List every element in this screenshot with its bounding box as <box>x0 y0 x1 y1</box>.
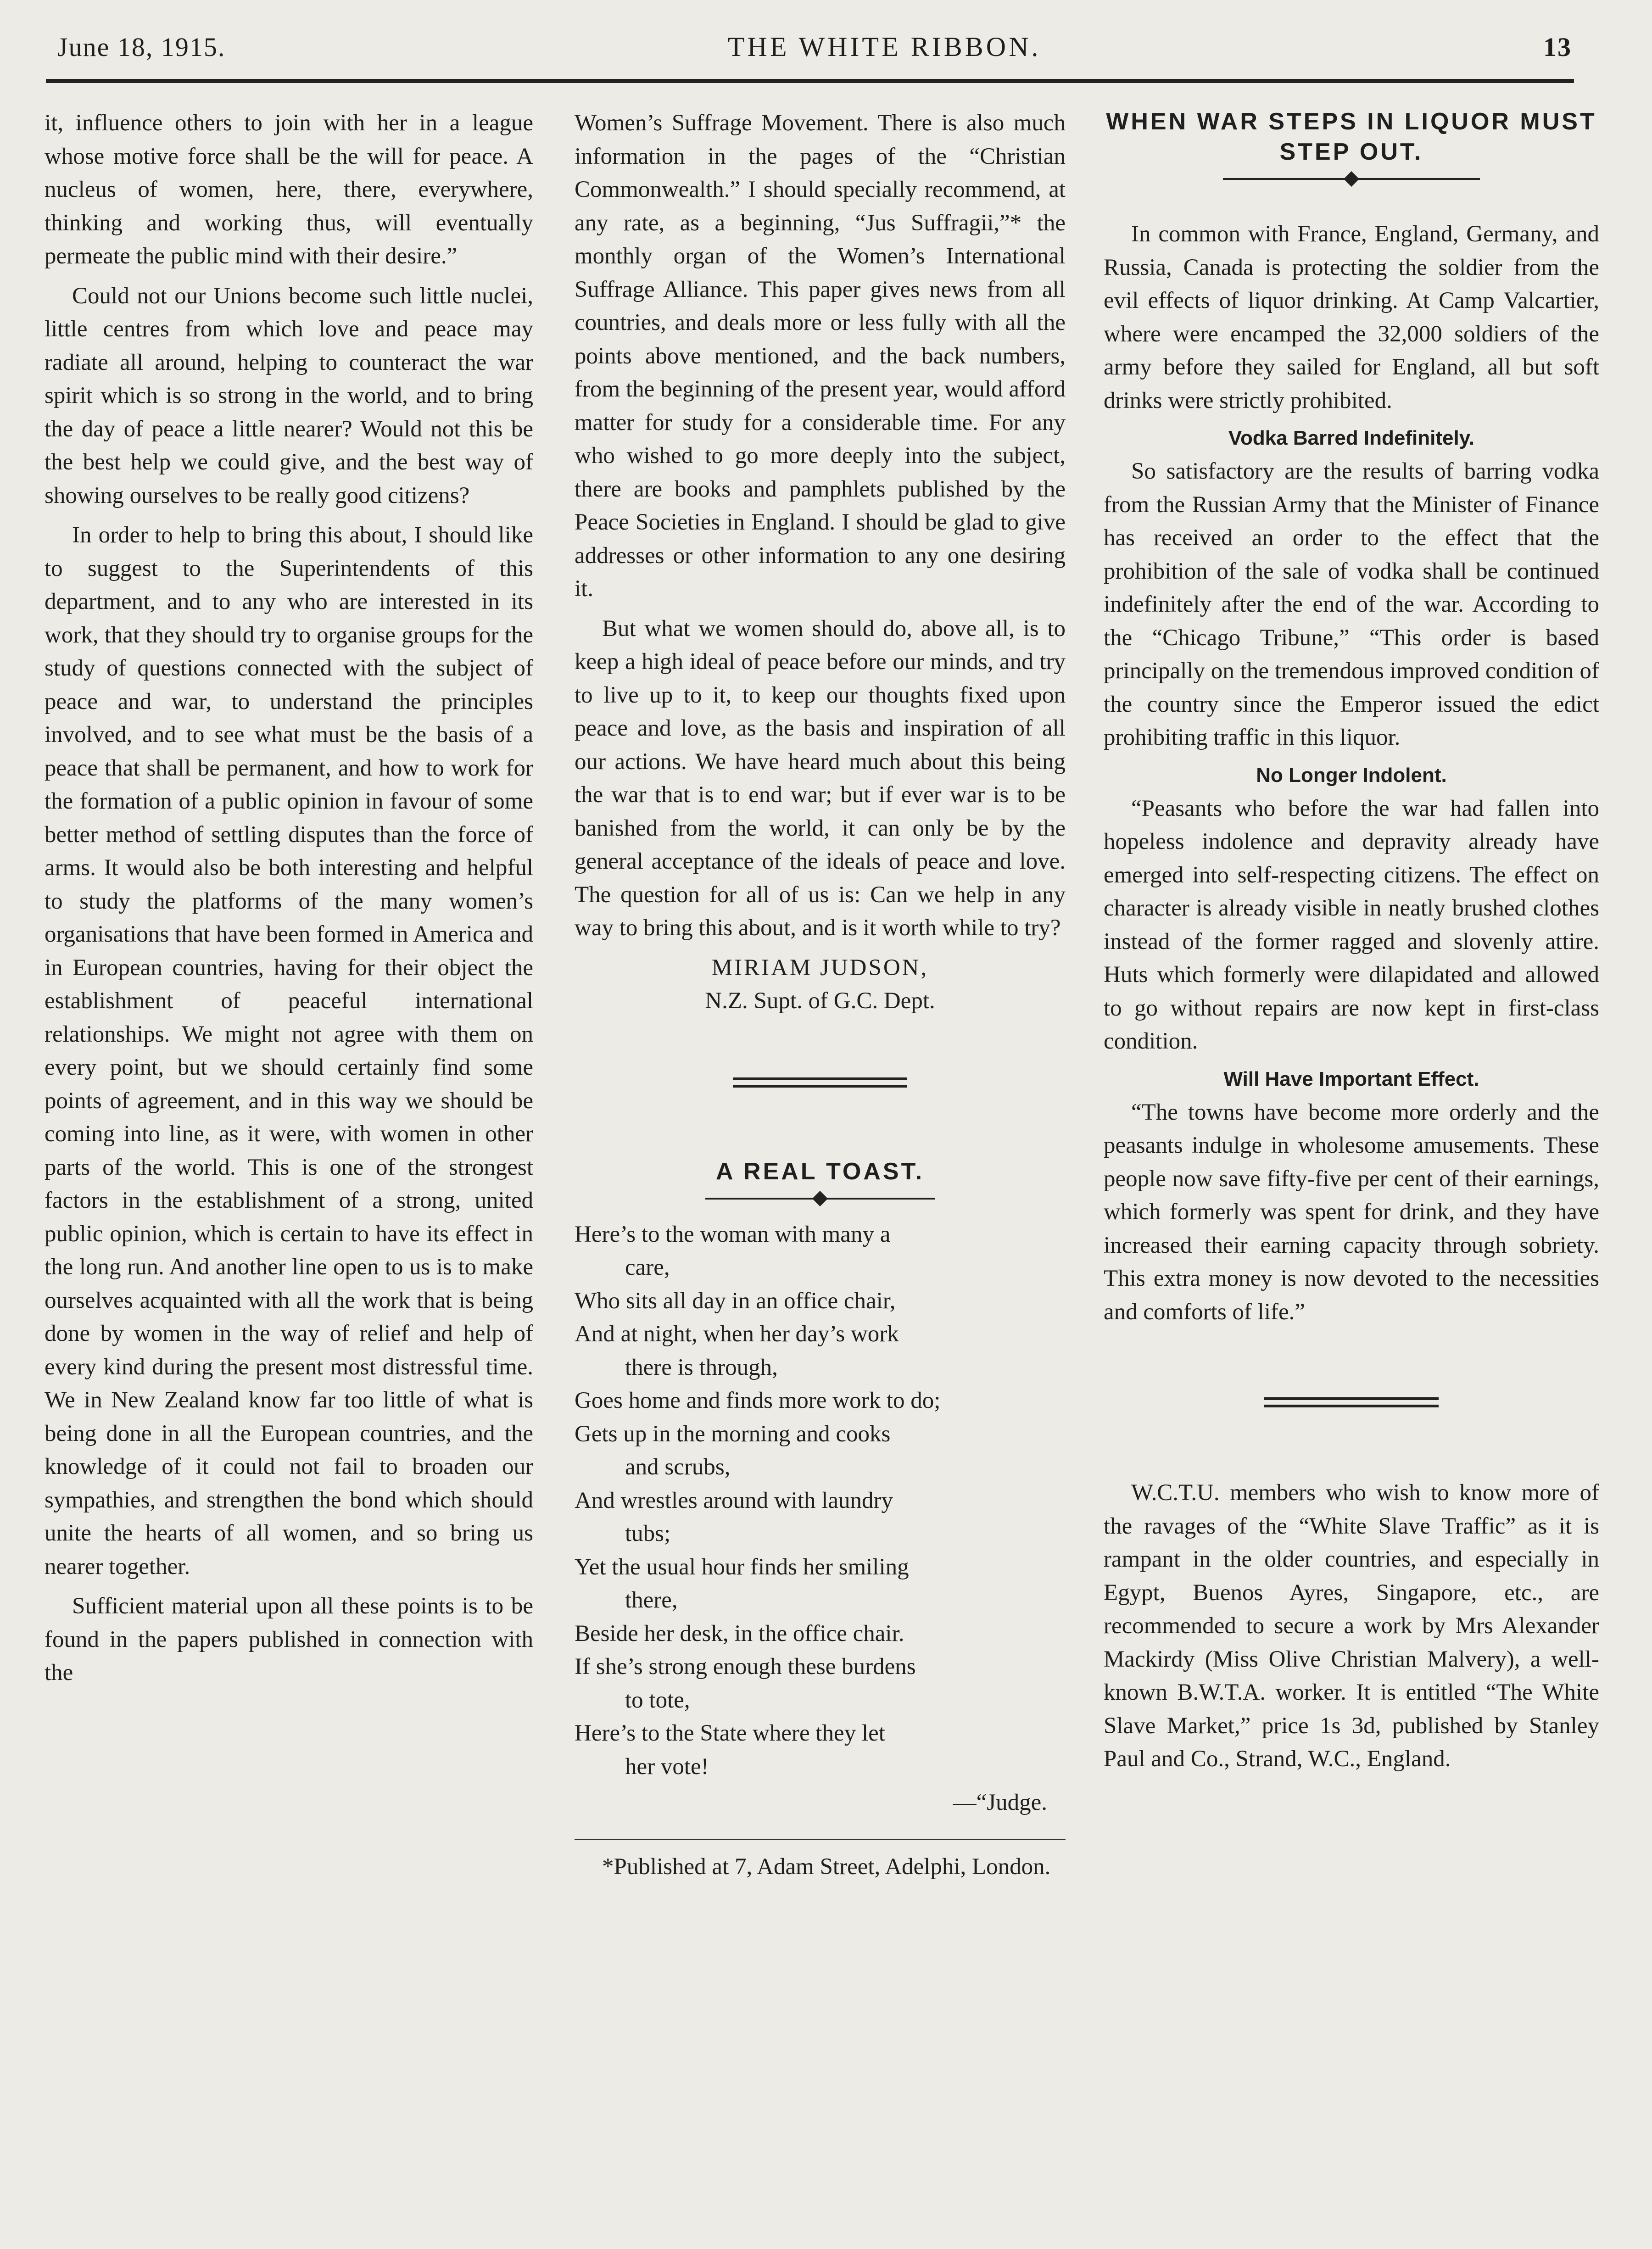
toast-ornament <box>705 1191 935 1205</box>
poem-line: Here’s to the woman with many a <box>575 1221 891 1247</box>
col1-paragraph-1: it, influence others to join with her in a league whose motive force shall be the will for peace. A nucleus of women, here, there, everywhere, thinking and working thus, will eventually permeate the public mind with their desire.” <box>45 110 533 269</box>
column-1 <box>45 106 533 1696</box>
col3-paragraph-5: W.C.T.U. members who wish to know more of the ravages of the “White Slave Traffic” as it is rampant in the older countries, and especially in Egypt, Buenos Ayres, Singapore, etc., are recommended to secure a work by Mrs Alexander Mackirdy (Miss Olive Christian Malvery), a well-known B.W.T.A. worker. It is entitled “The White Slave Market,” price 1s 3d, published by Stanley Paul and Co., Strand, W.C., England. <box>1104 1480 1599 1772</box>
poem-line: Yet the usual hour finds her smiling <box>575 1554 909 1580</box>
poem-line: And at night, when her day’s work <box>575 1321 899 1347</box>
col3-paragraph-2: So satisfactory are the results of barring vodka from the Russian Army that the Minister of Finance has received an order to the effect that the prohibition of the sale of vodka shall be continued indefinitely after the end of the war. According to the “Chicago Tribune,” “This order is based principally on the tremendous improved condition of the country since the Emperor issued the edict prohibiting traffic in this liquor. <box>1104 458 1599 750</box>
liquor-heading-ornament <box>1223 172 1480 185</box>
col2-paragraph-1: Women’s Suffrage Movement. There is also much information in the pages of the “Christian Commonwealth.” I should specially recommend, at any rate, as a beginning, “Jus Suffragii,”* the monthly organ of the Women’s International Suffrage Alliance. This paper gives news from all countries, and deals more or less fully with all the points above mentioned, and the back numbers, from the beginning of the present year, would afford matter for study for a considerable time. For any who wished to go more deeply into the subject, there are books and pamphlets published by the Peace Societies in England. I should be glad to give addresses or other information to any one desiring it. <box>575 110 1066 602</box>
subheading-indolent: No Longer Indolent. <box>1256 764 1447 787</box>
signature-title: N.Z. Supt. of G.C. Dept. <box>705 988 935 1014</box>
subheading-effect: Will Have Important Effect. <box>1223 1067 1479 1090</box>
issue-date: June 18, 1915. <box>57 32 226 62</box>
signature-name: MIRIAM JUDSON, <box>711 954 929 981</box>
poem-line-cont: and scrubs, <box>625 1454 731 1480</box>
footnote: *Published at 7, Adam Street, Adelphi, London. <box>602 1853 1051 1880</box>
subheading-vodka: Vodka Barred Indefinitely. <box>1228 427 1475 449</box>
poem-line: Beside her desk, in the office chair. <box>575 1620 904 1646</box>
col3-paragraph-4: “The towns have become more orderly and the peasants indulge in wholesome amusements. These people now save fifty-five per cent of their earnings, which formerly was spent for drink, and they have increased their earning capacity through sobriety. This extra money is now devoted to the necessities and comforts of life.” <box>1104 1099 1599 1325</box>
poem-line: If she’s strong enough these burdens <box>575 1654 916 1680</box>
col2-paragraph-2: But what we women should do, above all, is to keep a high ideal of peace before our minds, and try to live up to it, to keep our thoughts fixed upon peace and love, as the basis and inspiration of all our actions. We have heard much about this being the war that is to end war; but if ever war is to be banished from the world, it can only be by the general acceptance of the ideals of peace and love. The question for all of us is: Can we help in any way to bring this about, and is it worth while to try? <box>575 615 1066 941</box>
toast-poem <box>575 1218 1066 1784</box>
poem-line-cont: there is through, <box>625 1354 778 1380</box>
page-header <box>57 25 1572 69</box>
column-3 <box>1104 106 1599 1782</box>
poem-line: Who sits all day in an office chair, <box>575 1288 896 1314</box>
poem-line-cont: to tote, <box>625 1687 690 1713</box>
toast-heading: A REAL TOAST. <box>715 1158 925 1185</box>
header-rule <box>46 79 1574 83</box>
col1-paragraph-2: Could not our Unions become such little nuclei, little centres from which love and peace may radiate all around, helping to counteract the war spirit which is so strong in the world, and to bring the day of peace a little nearer? Would not this be the best help we could give, and the best way of showing ourselves to be really good citizens? <box>45 283 533 508</box>
liquor-article-heading: WHEN WAR STEPS IN LIQUOR MUST STEP OUT. <box>1106 108 1597 165</box>
poem-credit: —“Judge. <box>953 1790 1047 1815</box>
column-2 <box>575 106 1066 1890</box>
col1-paragraph-4: Sufficient material upon all these points is to be found in the papers published in connection with the <box>45 1593 533 1685</box>
poem-line-cont: there, <box>625 1587 678 1613</box>
poem-line: And wrestles around with laundry <box>575 1487 893 1513</box>
poem-line: Here’s to the State where they let <box>575 1720 885 1746</box>
section-divider <box>1264 1397 1439 1407</box>
footnote-rule <box>575 1839 1066 1840</box>
masthead-title: THE WHITE RIBBON. <box>727 32 1041 62</box>
poem-line: Gets up in the morning and cooks <box>575 1421 891 1447</box>
section-divider <box>733 1077 907 1088</box>
col3-paragraph-3: “Peasants who before the war had fallen into hopeless indolence and depravity already have emerged into self-respecting citizens. The effect on character is already visible in neatly brushed clothes instead of the former ragged and slovenly attire. Huts which formerly were dilapidated and allowed to go without repairs are now kept in first-class condition. <box>1104 795 1599 1054</box>
col3-paragraph-1: In common with France, England, Germany, and Russia, Canada is protecting the soldier from the evil effects of liquor drinking. At Camp Valcartier, where were encamped the 32,000 soldiers of the army before they sailed for England, all but soft drinks were strictly prohibited. <box>1104 221 1599 413</box>
col1-paragraph-3: In order to help to bring this about, I should like to suggest to the Superintendents of this department, and to any who are interested in its work, that they should try to organise groups for the study of questions connected with the subject of peace and war, to understand the principles involved, and to see what must be the basis of a peace that shall be permanent, and how to work for the formation of a public opinion in favour of some better method of settling disputes than the force of arms. It would also be both interesting and helpful to study the platforms of the many women’s organisations that have been formed in America and in European countries, having for their object the establishment of peaceful international relationships. We might not agree with them on every point, but we should certainly find some points of agreement, and in this way we should be coming into line, as it were, with women in other parts of the world. This is one of the strongest factors in the establishment of a strong, united public opinion, which is certain to have its effect in the long run. And another line open to us is to make ourselves acquainted with all the work that is being done by women in the way of relief and help of every kind during the present most distressful time. We in New Zealand know far too little of what is being done in all the European countries, and the knowledge of it could not fail to broaden our sympathies, and strengthen the bond which should unite the hearts of all women, and so bring us nearer together. <box>45 522 533 1579</box>
poem-line-cont: care, <box>625 1255 670 1280</box>
page-number: 13 <box>1543 32 1572 62</box>
poem-line-cont: her vote! <box>625 1753 709 1780</box>
poem-line-cont: tubs; <box>625 1521 671 1546</box>
poem-line: Goes home and finds more work to do; <box>575 1388 941 1413</box>
